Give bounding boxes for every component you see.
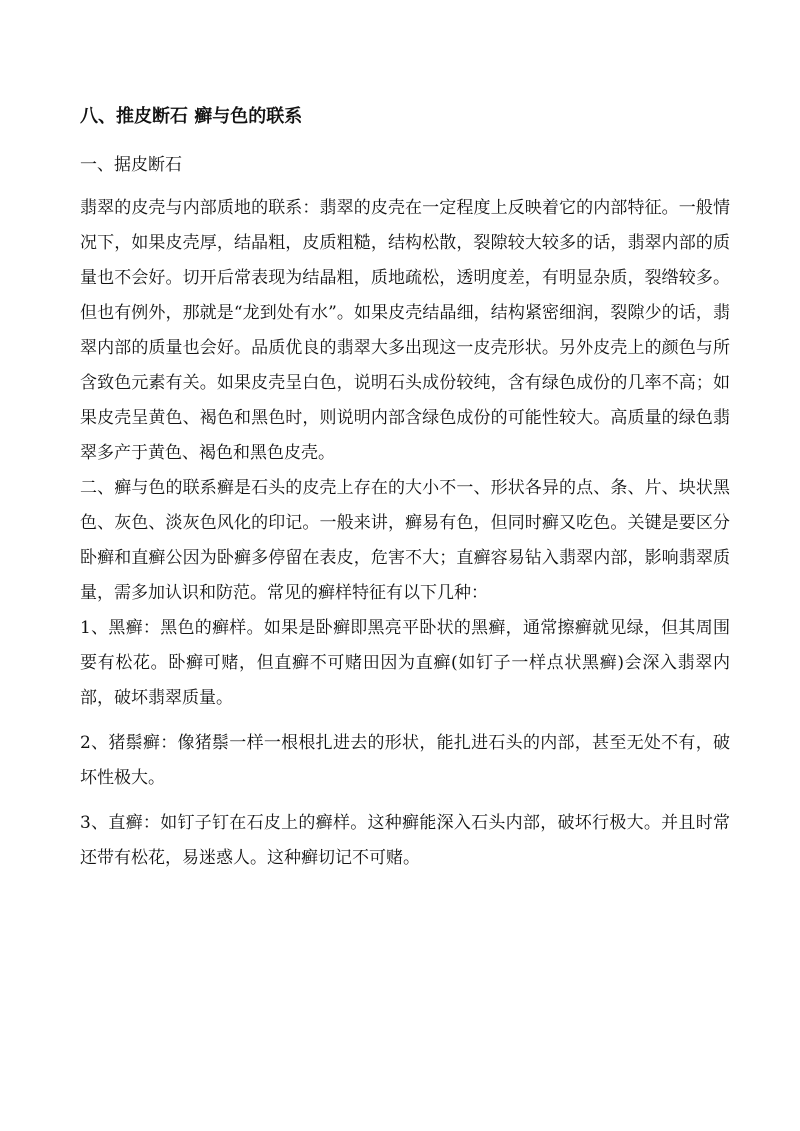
paragraph-straight-xuan: 3、直癣：如钉子钉在石皮上的癣样。这种癣能深入石头内部，破坏行极大。并且时常还带有松花，易迷惑人。这种癣切记不可赌。 — [80, 813, 730, 868]
paragraph-bristle-xuan: 2、猪鬃癣：像猪鬃一样一根根扎进去的形状，能扎进石头的内部，甚至无处不有，破坏性极大。 — [80, 733, 730, 788]
document-body — [80, 102, 730, 876]
paragraph-xuan-color: 二、癣与色的联系癣是石头的皮壳上存在的大小不一、形状各异的点、条、片、块状黑色、灰色、淡灰色风化的印记。一般来讲，癣易有色，但同时癣又吃色。关键是要区分卧癣和直癣公因为卧癣多停留在表皮，危害不大；直癣容易钻入翡翠内部，影响翡翠质量，需多加认识和防范。常见的癣样特征有以下几种： — [80, 478, 730, 603]
paragraph-black-xuan: 1、黑癣：黑色的癣样。如果是卧癣即黑亮平卧状的黑癣，通常擦癣就见绿，但其周围要有松花。卧癣可赌，但直癣不可赌田因为直癣(如钉子一样点状黑癣)会深入翡翠内部，破坏翡翠质量。 — [80, 618, 730, 708]
section-heading: 八、推皮断石 癣与色的联系 — [80, 106, 303, 127]
subsection-heading: 一、据皮断石 — [80, 155, 182, 175]
paragraph-skin-relation: 翡翠的皮壳与内部质地的联系：翡翠的皮壳在一定程度上反映着它的内部特征。一般情况下，如果皮壳厚，结晶粗，皮质粗糙，结构松散，裂隙较大较多的话，翡翠内部的质量也不会好。切开后常表现为结晶粗，质地疏松，透明度差，有明显杂质，裂绺较多。但也有例外，那就是“龙到处有水”。如果皮壳结晶细，结构紧密细润，裂隙少的话，翡翠内部的质量也会好。品质优良的翡翠大多出现这一皮壳形状。另外皮壳上的颜色与所含致色元素有关。如果皮壳呈白色，说明石头成份较纯，含有绿色成份的几率不高；如果皮壳呈黄色、褐色和黑色时，则说明内部含绿色成份的可能性较大。高质量的绿色翡翠多产于黄色、褐色和黑色皮壳。 — [80, 198, 730, 463]
